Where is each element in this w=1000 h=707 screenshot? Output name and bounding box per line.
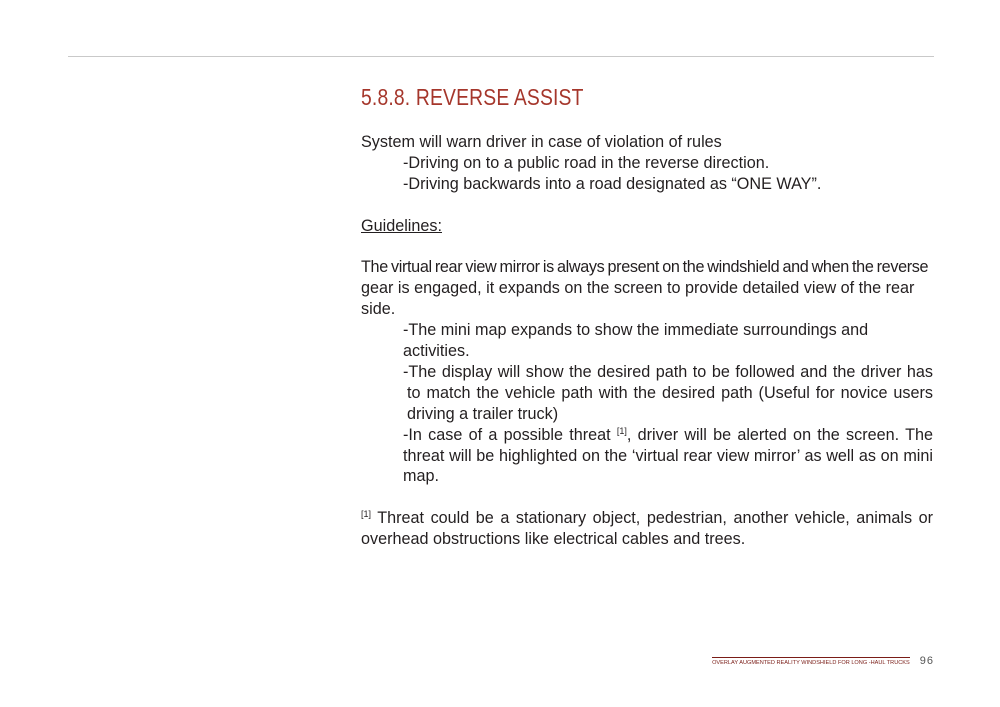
page-content [361,82,933,550]
intro-line: System will warn driver in case of violation of rules [361,133,722,151]
footnote-marker: [1] [361,509,372,520]
guideline-item-3 [361,425,933,488]
footnote-text: Threat could be a stationary object, pedestrian, another vehicle, animals or overhead obstructions like electrical cables and trees. [361,509,933,549]
intro-item-1: -Driving on to a public road in the reverse direction. [403,153,770,172]
spacer [361,195,933,216]
spacer [361,237,933,258]
guideline-item-3-text: -In case of a possible threat [403,425,617,444]
guideline-item-2: -The display will show the desired path to be followed and the driver has to match the vehicle path with the desired path (Useful for novice users driving a trailer truck) [403,362,933,423]
guidelines-paragraph-line-1: The virtual rear view mirror is always present on the windshield and when the reverse [361,258,929,277]
header-divider [68,56,934,57]
footer-title: OVERLAY AUGMENTED REALITY WINDSHIELD FOR LONG -HAUL TRUCKS [712,657,910,667]
guidelines-paragraph-line-2: gear is engaged, it expands on the screen to provide detailed view of the rear side. [361,279,915,319]
footnote [361,508,933,550]
page-footer [712,655,934,667]
page-number: 96 [919,655,934,667]
guidelines-label: Guidelines: [361,216,442,235]
guideline-item-3-text-cont: , driver will be alerted on the screen. The threat will be highlighted on the ‘virtual rear view mirror’ as well as on mini map. [403,425,933,486]
spacer [361,487,933,508]
intro-item-2: -Driving backwards into a road designated as “ONE WAY”. [403,174,822,193]
guideline-item-1: -The mini map expands to show the immediate surroundings and activities. [403,321,869,361]
footnote-reference: [1] [616,425,627,436]
section-heading: 5.8.8. REVERSE ASSIST [361,84,584,110]
